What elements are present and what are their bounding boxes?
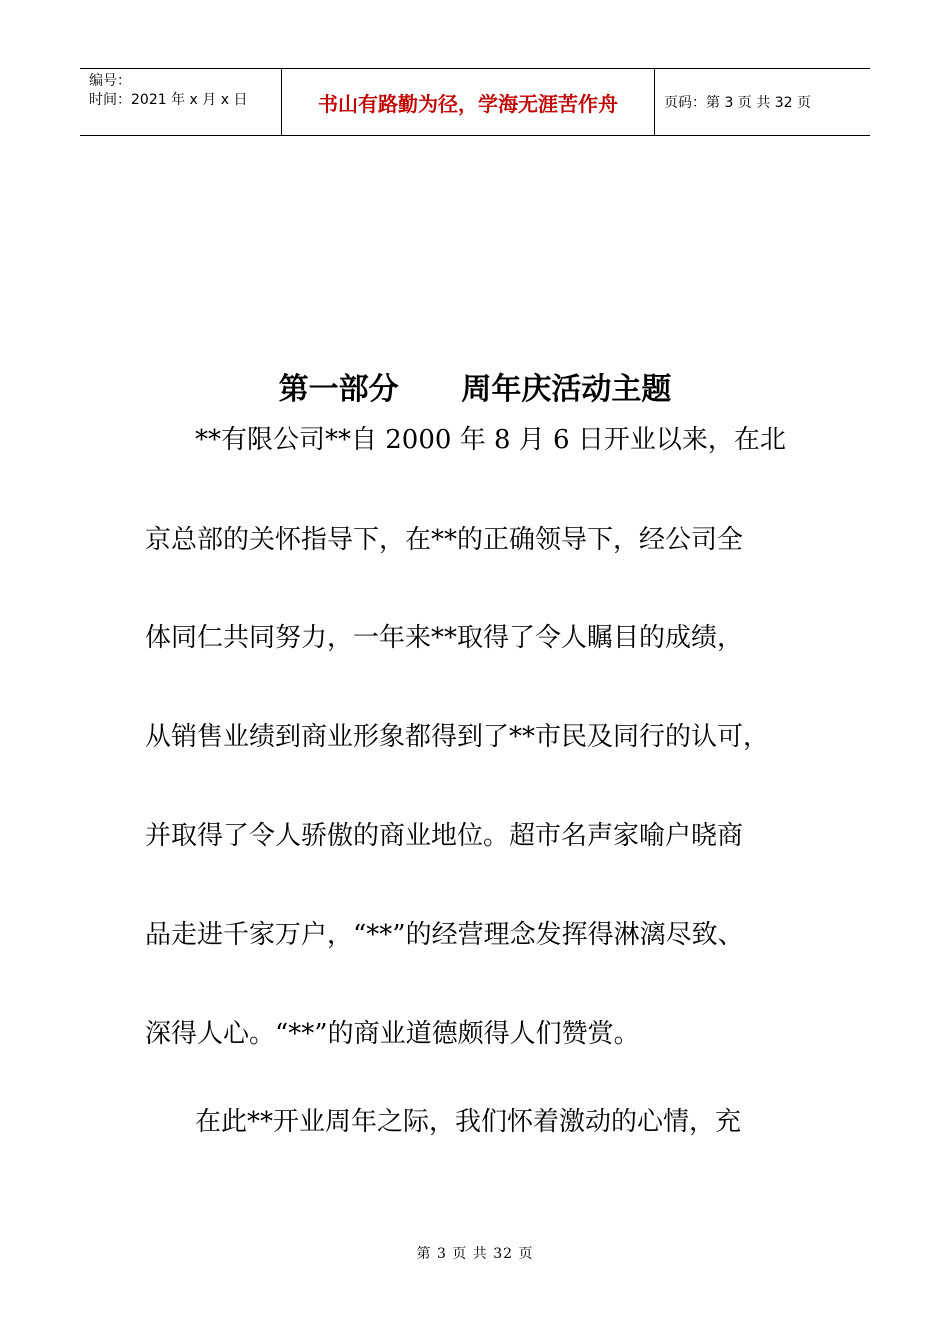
- section-title: 第一部分 周年庆活动主题: [278, 372, 672, 407]
- header-meta-cell: [80, 69, 282, 135]
- paragraph-line-6: 品走进千家万户，“**”的经营理念发挥得淋漓尽致、: [145, 920, 744, 950]
- document-header: [80, 68, 870, 136]
- paragraph-line-1: **有限公司**自 2000 年 8 月 6 日开业以来，在北: [195, 425, 786, 455]
- paragraph-line-4: 从销售业绩到商业形象都得到了**市民及同行的认可，: [145, 722, 770, 752]
- page-footer: 第 3 页 共 32 页: [416, 1246, 534, 1262]
- header-page-info: 页码：第 3 页 共 32 页: [664, 95, 811, 111]
- paragraph-line-5: 并取得了令人骄傲的商业地位。超市名声家喻户晓商: [145, 821, 744, 851]
- paragraph-line-2: 京总部的关怀指导下，在**的正确领导下，经公司全: [145, 525, 744, 555]
- header-motto-cell: [282, 69, 655, 135]
- header-page-cell: [655, 69, 870, 135]
- paragraph-line-3: 体同仁共同努力，一年来**取得了令人瞩目的成绩，: [145, 623, 744, 653]
- header-code-label: 编号：: [89, 73, 131, 89]
- paragraph-line-8: 在此**开业周年之际，我们怀着激动的心情，充: [195, 1107, 742, 1137]
- header-date: 时间：2021 年 x 月 x 日: [89, 92, 248, 108]
- paragraph-line-7: 深得人心。“**”的商业道德颇得人们赞赏。: [145, 1019, 640, 1049]
- header-motto: 书山有路勤为径，学海无涯苦作舟: [318, 91, 618, 116]
